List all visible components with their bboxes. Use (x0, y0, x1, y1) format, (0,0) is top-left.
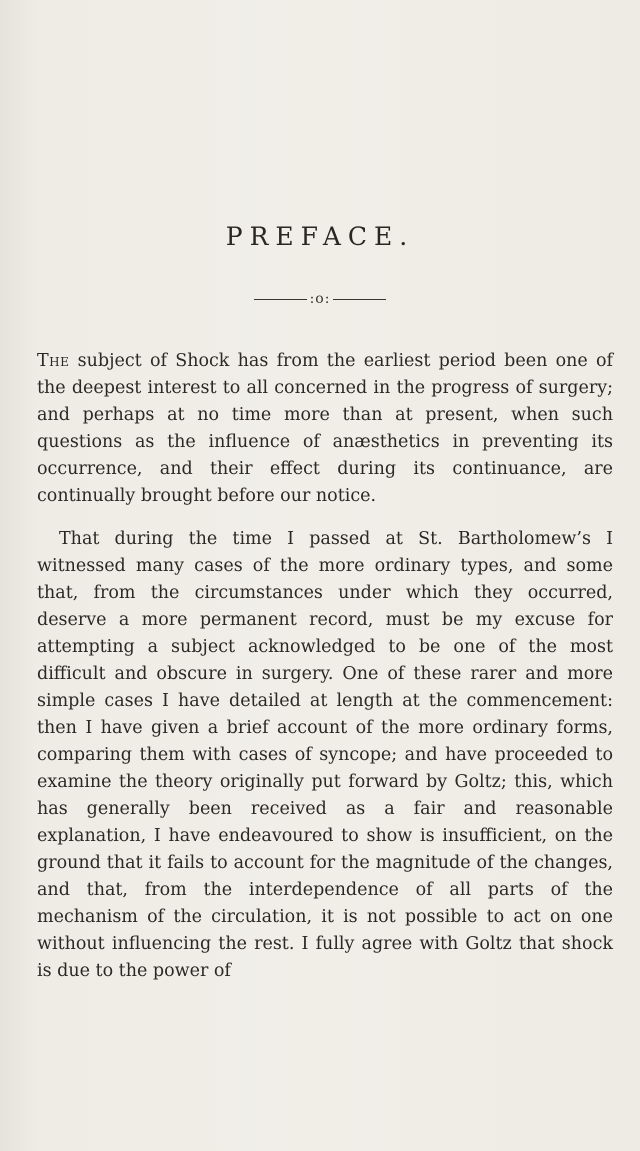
divider-rule-left (254, 299, 307, 300)
paragraph-lead-word: The (37, 351, 70, 371)
divider-mark: :o: (309, 291, 331, 307)
preface-body (37, 348, 613, 985)
page-title: PREFACE. (225, 222, 415, 251)
paragraph-2-text: That during the time I passed at St. Bartholomew’s I witnessed many cases of the more ordinary types, and some that, from the circumstances under which they occurred, deserve a more permanent record, must be my excuse for attempting a subject acknowledged to be one of the most difficult and obscure in surgery. One of these rarer and more simple cases I have detailed at length at the commencement: then I have given a brief account of the more ordinary forms, comparing them with cases of syncope; and have proceeded to examine the theory originally put forward by Goltz; this, which has generally been received as a fair and reasonable explanation, I have endeavoured to show is insufficient, on the ground that it fails to account for the magnitude of the changes, and that, from the interdependence of all parts of the mechanism of the circulation, it is not possible to act on one without influencing the rest. I fully agree with Goltz that shock is due to the power of (37, 529, 613, 981)
paragraph-1-text: subject of Shock has from the earliest period been one of the deepest interest to all concerned in the progress of surgery; and perhaps at no time more than at present, when such questions as the influence of anæsthetics in preventing its occurrence, and their effect during its continuance, are continually brought before our notice. (37, 351, 613, 506)
paragraph-1 (37, 348, 613, 510)
paragraph-2 (37, 526, 613, 985)
section-divider (0, 291, 640, 307)
divider-rule-right (333, 299, 386, 300)
